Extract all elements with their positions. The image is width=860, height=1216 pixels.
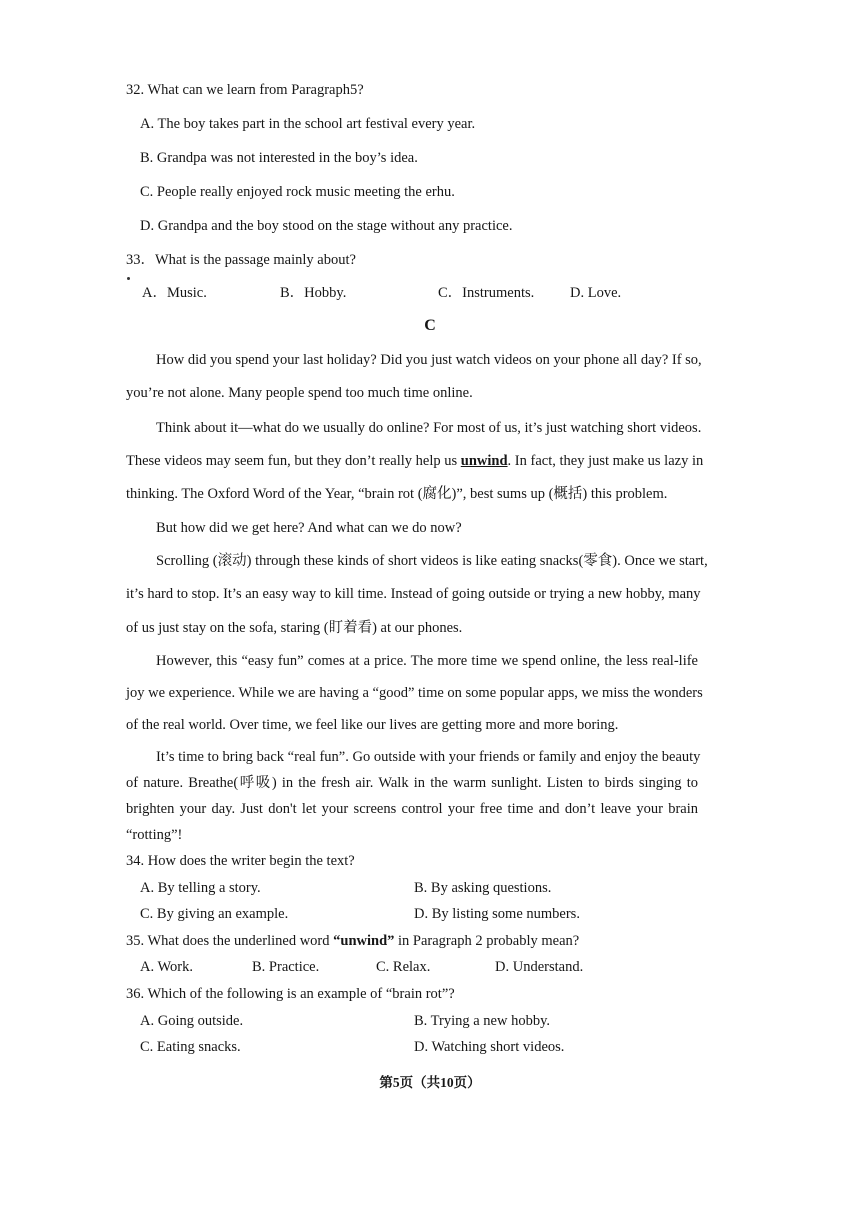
- paragraph-1-line-1: How did you spend your last holiday? Did you just watch videos on your phone all day? If so,: [156, 352, 702, 368]
- paragraph-5-line-2: joy we experience. While we are having a “good” time on some popular apps, we miss the wonders: [126, 685, 703, 701]
- ink-dot: [127, 277, 130, 280]
- q32-option-d: D. Grandpa and the boy stood on the stage without any practice.: [140, 218, 513, 234]
- q35-option-d: D. Understand.: [495, 959, 584, 975]
- paragraph-1-line-2: you’re not alone. Many people spend too much time online.: [126, 385, 473, 401]
- section-c-heading: C: [424, 317, 436, 334]
- q36-option-d: D. Watching short videos.: [414, 1039, 565, 1055]
- question-35-keyword: “unwind”: [333, 933, 395, 949]
- paragraph-2-line-3: thinking. The Oxford Word of the Year, “brain rot (腐化)”, best sums up (概括) this problem.: [126, 486, 668, 502]
- q32-option-c: C. People really enjoyed rock music meeting the erhu.: [140, 184, 455, 200]
- q36-option-c: C. Eating snacks.: [140, 1039, 241, 1055]
- question-35-text-after: in Paragraph 2 probably mean?: [394, 933, 580, 949]
- q34-option-a: A. By telling a story.: [140, 880, 261, 896]
- question-36: 36. Which of the following is an example of “brain rot”?: [126, 986, 455, 1002]
- q32-option-b: B. Grandpa was not interested in the boy’s idea.: [140, 150, 418, 166]
- paragraph-2-text-before: These videos may seem fun, but they don’t really help us: [126, 453, 461, 469]
- q32-option-a: A. The boy takes part in the school art festival every year.: [140, 116, 476, 132]
- q35-option-a: A. Work.: [140, 959, 193, 975]
- paragraph-6-line-4: “rotting”!: [126, 827, 183, 843]
- q34-option-c: C. By giving an example.: [140, 906, 289, 922]
- question-34: 34. How does the writer begin the text?: [126, 853, 355, 869]
- q33-option-b: B．Hobby.: [280, 285, 347, 301]
- q35-option-c: C. Relax.: [376, 959, 431, 975]
- paragraph-5-line-1: However, this “easy fun” comes at a price. The more time we spend online, the less real-life: [156, 653, 698, 669]
- q33-option-c: C．Instruments.: [438, 285, 535, 301]
- question-35: [126, 931, 579, 951]
- paragraph-4-line-3: of us just stay on the sofa, staring (盯着看) at our phones.: [126, 620, 463, 636]
- q33-option-d: D. Love.: [570, 285, 622, 301]
- paragraph-6-line-1: It’s time to bring back “real fun”. Go outside with your friends or family and enjoy the beauty: [156, 749, 701, 765]
- paragraph-2-line-1: Think about it—what do we usually do online? For most of us, it’s just watching short videos.: [156, 420, 702, 436]
- question-35-text-before: 35. What does the underlined word: [126, 933, 334, 949]
- paragraph-2-text-after: . In fact, they just make us lazy in: [507, 453, 704, 469]
- paragraph-5-line-3: of the real world. Over time, we feel like our lives are getting more and more boring.: [126, 717, 619, 733]
- paragraph-4-line-1: Scrolling (滚动) through these kinds of short videos is like eating snacks(零食). Once we start,: [156, 553, 708, 569]
- underlined-word-unwind: unwind: [460, 453, 508, 469]
- q34-option-d: D. By listing some numbers.: [414, 906, 580, 922]
- question-32: 32. What can we learn from Paragraph5?: [126, 82, 364, 98]
- paragraph-3-line-1: But how did we get here? And what can we do now?: [156, 520, 462, 536]
- q36-option-b: B. Trying a new hobby.: [414, 1013, 551, 1029]
- question-33: 33．What is the passage mainly about?: [126, 252, 356, 268]
- page-number-footer: 第5页（共10页）: [379, 1075, 481, 1090]
- paragraph-4-line-2: it’s hard to stop. It’s an easy way to kill time. Instead of going outside or trying a new hobby, many: [126, 586, 701, 602]
- paragraph-2-line-2: [126, 451, 704, 471]
- q34-option-b: B. By asking questions.: [414, 880, 552, 896]
- q35-option-b: B. Practice.: [252, 959, 320, 975]
- paragraph-6-line-3: brighten your day. Just don't let your screens control your free time and don’t leave your brain: [126, 801, 698, 817]
- paragraph-6-line-2: of nature. Breathe(呼吸) in the fresh air. Walk in the warm sunlight. Listen to birds singing to: [126, 775, 698, 791]
- q36-option-a: A. Going outside.: [140, 1013, 244, 1029]
- q33-option-a: A．Music.: [142, 285, 207, 301]
